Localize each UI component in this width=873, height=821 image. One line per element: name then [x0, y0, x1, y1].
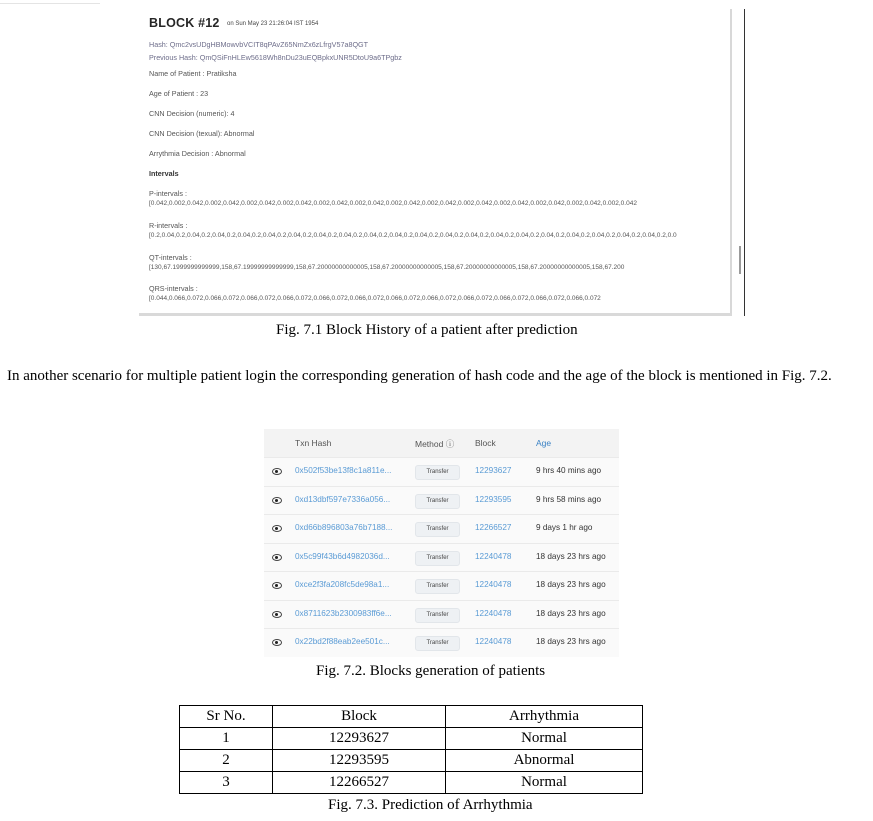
- sr-no-cell: 1: [180, 728, 273, 750]
- age-value: 18 days 23 hrs ago: [536, 580, 606, 589]
- body-paragraph: In another scenario for multiple patient login the corresponding generation of hash code and the age of the block is mentioned in Fig. 7.2.: [7, 368, 832, 384]
- method-badge: Transfer: [415, 551, 460, 566]
- arrythmia-decision: Arrythmia Decision : Abnormal: [149, 149, 246, 158]
- sr-no-cell: 3: [180, 772, 273, 794]
- sr-no-cell: 2: [180, 750, 273, 772]
- intervals-heading: Intervals: [149, 169, 179, 178]
- method-badge: Transfer: [415, 608, 460, 623]
- txn-hash-link[interactable]: 0x8711623b2300983ff6e...: [295, 609, 392, 618]
- method-badge: Transfer: [415, 636, 460, 651]
- patient-age: Age of Patient : 23: [149, 89, 209, 98]
- r-intervals-label: R-intervals :: [149, 221, 188, 230]
- card-border-right: [730, 9, 732, 316]
- block-link[interactable]: 12240478: [475, 580, 512, 589]
- table-row: [264, 543, 619, 572]
- col-header-txn-hash: Txn Hash: [295, 438, 332, 448]
- table-row: [180, 772, 643, 794]
- block-link[interactable]: 12240478: [475, 552, 512, 561]
- block-link[interactable]: 12240478: [475, 609, 512, 618]
- fig-7-1-caption: Fig. 7.1 Block History of a patient after prediction: [276, 322, 578, 338]
- table-row: [264, 628, 619, 657]
- method-badge: Transfer: [415, 465, 460, 480]
- cnn-decision-textual: CNN Decision (texual): Abnormal: [149, 129, 255, 138]
- block-cell: 12293627: [273, 728, 446, 750]
- block-link[interactable]: 12293595: [475, 495, 512, 504]
- col-header-block: Block: [475, 438, 496, 448]
- col-header-arrhythmia: Arrhythmia: [446, 706, 643, 728]
- fig-7-2-caption: Fig. 7.2. Blocks generation of patients: [316, 663, 546, 679]
- txn-hash-link[interactable]: 0xd66b896803a76b7188...: [295, 523, 393, 532]
- block-date: on Sun May 23 21:26:04 IST 1954: [227, 21, 319, 27]
- fig-7-3-caption: Fig. 7.3. Prediction of Arrhythmia: [328, 797, 533, 813]
- txn-table: [264, 429, 619, 657]
- eye-icon[interactable]: [272, 497, 282, 504]
- table-header-row: [180, 706, 643, 728]
- block-previous-hash: Previous Hash: QmQSiFnHLEw5618Wh8nDu23uEQBpkxUNR5DtoU9a6TPgbz: [149, 53, 402, 62]
- r-intervals-values: [0.2,0.04,0.2,0.04,0.2,0.04,0.2,0.04,0.2,0.04,0.2,0.04,0.2,0.04,0.2,0.04,0.2,0.04,0.2,0.04,0.2,0.04,0.2,0.04,0.2,0.04,0.2,0.04,0.2,0.04,0.2,0.04,0.2,0.04,0.2,0.04,0.2,0.04,0.2,0.04,0.2,0.0: [149, 232, 677, 239]
- age-value: 18 days 23 hrs ago: [536, 637, 606, 646]
- eye-icon[interactable]: [272, 582, 282, 589]
- txn-hash-link[interactable]: 0x22bd2f88eab2ee501c...: [295, 637, 390, 646]
- txn-hash-link[interactable]: 0x502f53be13f8c1a811e...: [295, 466, 392, 475]
- patient-name: Name of Patient : Pratiksha: [149, 69, 237, 78]
- age-value: 9 hrs 40 mins ago: [536, 466, 602, 475]
- qrs-intervals-label: QRS-intervals :: [149, 284, 198, 293]
- block-hash: Hash: Qmc2vsUDgHBMowvbVCIT8qPAvZ65NmZx6zLfrgV57a8QGT: [149, 40, 369, 49]
- method-badge: Transfer: [415, 522, 460, 537]
- age-value: 9 hrs 58 mins ago: [536, 495, 602, 504]
- block-link[interactable]: 12266527: [475, 523, 512, 532]
- eye-icon[interactable]: [272, 639, 282, 646]
- p-intervals-label: P-intervals :: [149, 189, 187, 198]
- qrs-intervals-values: [0.044,0.066,0.072,0.066,0.072,0.066,0.072,0.066,0.072,0.066,0.072,0.066,0.072,0.066,0.072,0.066,0.072,0.066,0.072,0.066,0.072,0.066,0.072,0.066,0.072: [149, 295, 601, 302]
- card-scroll-track: [744, 9, 745, 316]
- block-cell: 12266527: [273, 772, 446, 794]
- block-history-card: [139, 9, 744, 315]
- qt-intervals-values: [130,67.1999999999999,158,67.19999999999999,158,67.20000000000005,158,67.20000000000005,158,67.20000000000005,158,67.20000000000005,158,67.200: [149, 264, 625, 271]
- col-header-method: Method ⓘ: [415, 439, 455, 449]
- col-header-sr-no: Sr No.: [180, 706, 273, 728]
- col-header-age[interactable]: Age: [536, 438, 552, 448]
- table-row: [264, 600, 619, 629]
- arrhythmia-cell: Abnormal: [446, 750, 643, 772]
- age-value: 18 days 23 hrs ago: [536, 552, 606, 561]
- cnn-decision-numeric: CNN Decision (numeric): 4: [149, 109, 235, 118]
- block-cell: 12293595: [273, 750, 446, 772]
- block-link[interactable]: 12293627: [475, 466, 512, 475]
- qt-intervals-label: QT-intervals :: [149, 253, 192, 262]
- card-scrollbar-thumb[interactable]: [739, 246, 741, 274]
- table-row: [264, 457, 619, 486]
- method-badge: Transfer: [415, 579, 460, 594]
- table-row: [264, 486, 619, 515]
- top-divider: [0, 3, 100, 4]
- txn-hash-link[interactable]: 0xce2f3fa208fc5de98a1...: [295, 580, 390, 589]
- eye-icon[interactable]: [272, 554, 282, 561]
- table-row: [180, 728, 643, 750]
- arrhythmia-cell: Normal: [446, 728, 643, 750]
- table-row: [264, 514, 619, 543]
- block-link[interactable]: 12240478: [475, 637, 512, 646]
- txn-hash-link[interactable]: 0xd13dbf597e7336a056...: [295, 495, 391, 504]
- eye-icon[interactable]: [272, 468, 282, 475]
- card-border-bottom: [139, 313, 732, 316]
- method-badge: Transfer: [415, 494, 460, 509]
- p-intervals-values: [0.042,0.002,0.042,0.002,0.042,0.002,0.042,0.002,0.042,0.002,0.042,0.002,0.042,0.002,0.042,0.002,0.042,0.002,0.042,0.002,0.042,0.002,0.042,0.002,0.042,0.002,0.042: [149, 200, 637, 207]
- block-title: BLOCK #12: [149, 16, 220, 30]
- age-value: 9 days 1 hr ago: [536, 523, 593, 532]
- table-row: [180, 750, 643, 772]
- txn-table-header: [264, 429, 619, 457]
- age-value: 18 days 23 hrs ago: [536, 609, 606, 618]
- arrhythmia-table: [179, 705, 643, 794]
- txn-hash-link[interactable]: 0x5c99f43b6d4982036d...: [295, 552, 390, 561]
- eye-icon[interactable]: [272, 525, 282, 532]
- col-header-block: Block: [273, 706, 446, 728]
- arrhythmia-cell: Normal: [446, 772, 643, 794]
- eye-icon[interactable]: [272, 611, 282, 618]
- table-row: [264, 571, 619, 600]
